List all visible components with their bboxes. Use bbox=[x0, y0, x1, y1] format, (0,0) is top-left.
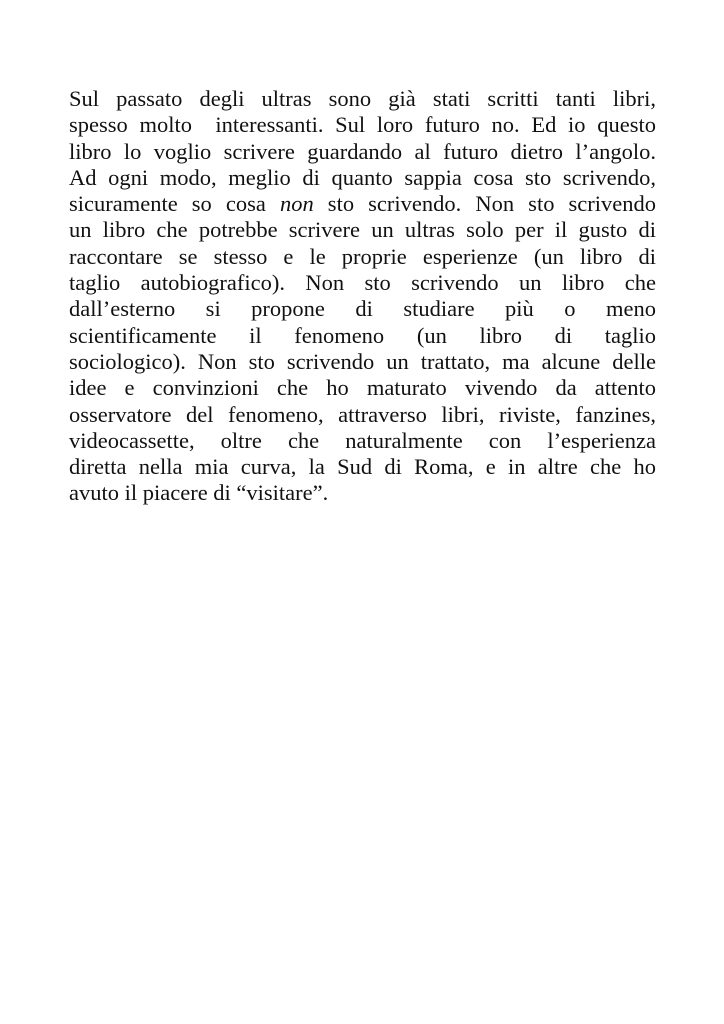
text-line bbox=[69, 217, 656, 243]
body-paragraph bbox=[69, 86, 656, 507]
text-line bbox=[69, 480, 656, 506]
emphasis-text: non bbox=[279, 191, 314, 217]
text-segment: spesso molto interessanti. Sul loro futuro no. Ed io questo bbox=[69, 112, 656, 138]
text-segment: osservatore del fenomeno, attraverso libri, riviste, fanzines, bbox=[69, 401, 656, 427]
text-segment: raccontare se stesso e le proprie esperienze (un libro di bbox=[69, 243, 656, 269]
text-line bbox=[69, 139, 656, 165]
text-line bbox=[69, 454, 656, 480]
text-segment: videocassette, oltre che naturalmente con l’esperienza bbox=[69, 427, 656, 453]
text-line bbox=[69, 86, 656, 112]
text-segment: taglio autobiografico). Non sto scrivendo un libro che bbox=[69, 270, 656, 296]
text-segment: idee e convinzioni che ho maturato vivendo da attento bbox=[69, 375, 656, 401]
text-segment: sociologico). Non sto scrivendo un trattato, ma alcune delle bbox=[69, 348, 656, 374]
text-segment: Ad ogni modo, meglio di quanto sappia cosa sto scrivendo, bbox=[69, 164, 656, 190]
text-line bbox=[69, 428, 656, 454]
text-segment: un libro che potrebbe scrivere un ultras solo per il gusto di bbox=[69, 217, 656, 243]
text-segment: avuto il piacere di “visitare”. bbox=[69, 480, 329, 506]
text-segment: sto scrivendo. Non sto scrivendo bbox=[313, 191, 657, 217]
text-line bbox=[69, 270, 656, 296]
text-line bbox=[69, 296, 656, 322]
text-segment: sicuramente so cosa bbox=[69, 191, 280, 217]
text-segment: scientificamente il fenomeno (un libro di taglio bbox=[69, 322, 656, 348]
text-line bbox=[69, 402, 656, 428]
text-segment: dall’esterno si propone di studiare più o meno bbox=[69, 296, 656, 322]
text-line bbox=[69, 165, 656, 191]
text-line bbox=[69, 349, 656, 375]
text-line bbox=[69, 375, 656, 401]
text-segment: diretta nella mia curva, la Sud di Roma, e in altre che ho bbox=[69, 454, 656, 480]
text-line bbox=[69, 323, 656, 349]
text-segment: Sul passato degli ultras sono già stati scritti tanti libri, bbox=[69, 86, 656, 111]
text-segment: libro lo voglio scrivere guardando al futuro dietro l’angolo. bbox=[69, 138, 656, 164]
text-line bbox=[69, 244, 656, 270]
text-line bbox=[69, 191, 656, 217]
text-line bbox=[69, 112, 656, 138]
